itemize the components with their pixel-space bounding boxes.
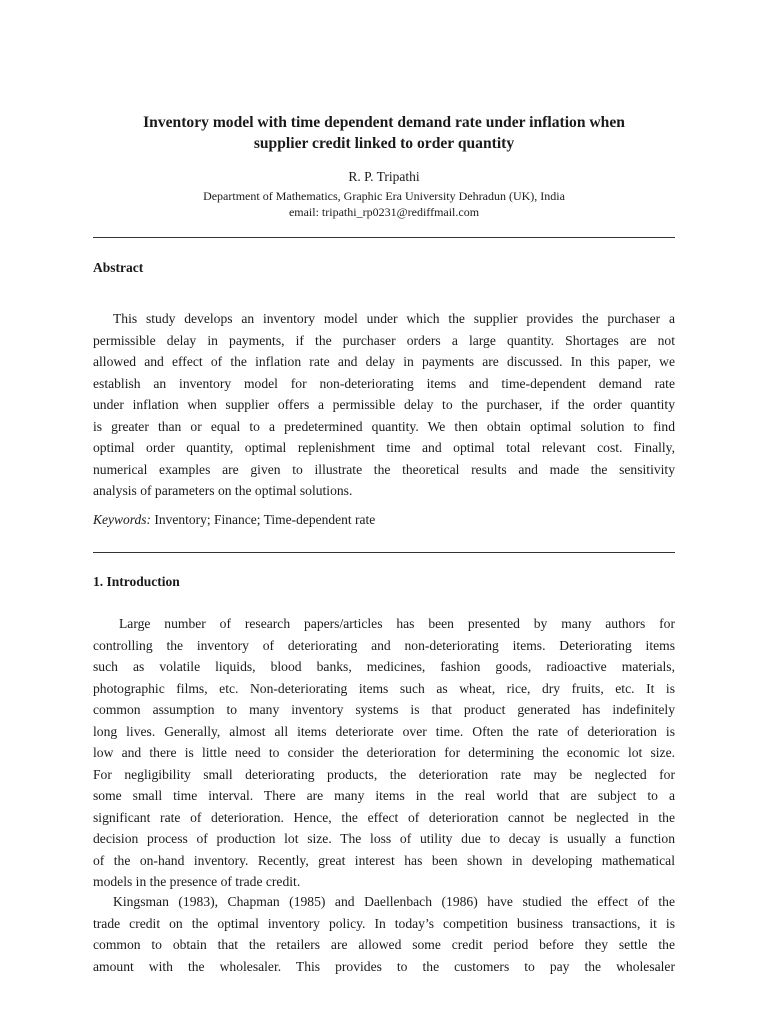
intro-line: common to obtain that the retailers are allowed some credit period before they settle the bbox=[93, 937, 675, 952]
abstract-body bbox=[93, 308, 675, 502]
abstract-line: optimal order quantity, optimal replenishment time and optimal total relevant cost. Finally, bbox=[93, 440, 675, 455]
divider-bottom bbox=[93, 552, 675, 553]
abstract-line: under inflation when supplier offers a permissible delay to the purchaser, if the order quantity bbox=[93, 397, 675, 412]
intro-paragraph-1 bbox=[93, 613, 675, 893]
intro-line: models in the presence of trade credit. bbox=[93, 874, 301, 889]
abstract-line: numerical examples are given to illustrate the theoretical results and made the sensitivity bbox=[93, 461, 675, 477]
intro-line: decision process of production lot size. The loss of utility due to decay is usually a function bbox=[93, 831, 675, 846]
author-affiliation: Department of Mathematics, Graphic Era University Dehradun (UK), India bbox=[203, 189, 565, 203]
keywords-value: Inventory; Finance; Time-dependent rate bbox=[154, 512, 376, 527]
abstract-heading: Abstract bbox=[93, 260, 144, 275]
abstract-line: analysis of parameters on the optimal solutions. bbox=[93, 483, 353, 498]
intro-line: of the on-hand inventory. Recently, great interest has been shown in developing mathematical bbox=[93, 852, 675, 868]
intro-line: common assumption to many inventory systems is that product generated has indefinitely bbox=[93, 702, 675, 717]
intro-line: controlling the inventory of deteriorating and non-deteriorating items. Deteriorating items bbox=[93, 637, 675, 653]
abstract-line: establish an inventory model for non-deteriorating items and time-dependent demand rate bbox=[93, 375, 675, 391]
intro-line: such as volatile liquids, blood banks, medicines, fashion goods, radioactive materials, bbox=[93, 659, 675, 674]
intro-line: photographic films, etc. Non-deteriorating items such as wheat, rice, dry fruits, etc. It is bbox=[93, 680, 675, 696]
intro-line: significant rate of deterioration. Hence, the effect of deterioration cannot be neglected in the bbox=[93, 809, 675, 825]
intro-line: trade credit on the optimal inventory policy. In today’s competition business transactions, it is bbox=[93, 915, 675, 931]
author-name: R. P. Tripathi bbox=[348, 169, 420, 184]
abstract-line: is greater than or equal to a predetermined quantity. We then obtain optimal solution to find bbox=[93, 418, 675, 434]
title-line: Inventory model with time dependent demand rate under inflation when bbox=[143, 114, 625, 131]
divider-top bbox=[93, 237, 675, 238]
intro-line: amount with the wholesaler. This provides to the customers to pay the wholesaler bbox=[93, 958, 675, 974]
paper-title bbox=[93, 112, 675, 154]
keywords-label: Keywords: bbox=[93, 512, 151, 527]
abstract-line: permissible delay in payments, if the purchaser orders a large quantity. Shortages are not bbox=[93, 332, 675, 348]
keywords bbox=[93, 510, 375, 530]
intro-line: long lives. Generally, almost all items deteriorate over time. Often the rate of deterioration is bbox=[93, 723, 675, 739]
abstract-line: This study develops an inventory model under which the supplier provides the purchaser a bbox=[113, 311, 675, 326]
introduction-heading: 1. Introduction bbox=[93, 574, 180, 589]
abstract-line: allowed and effect of the inflation rate and delay in payments are discussed. In this paper, we bbox=[93, 354, 675, 369]
title-line: supplier credit linked to order quantity bbox=[253, 135, 515, 152]
intro-paragraph-2 bbox=[93, 891, 675, 977]
intro-line: Kingsman (1983), Chapman (1985) and Daellenbach (1986) have studied the effect of the bbox=[113, 894, 675, 909]
intro-line: For negligibility small deteriorating products, the deterioration rate may be neglected for bbox=[93, 766, 675, 782]
intro-line: some small time interval. There are many items in the real world that are subject to a bbox=[93, 788, 675, 803]
intro-line: Large number of research papers/articles has been presented by many authors for bbox=[119, 616, 675, 631]
author-email: email: tripathi_rp0231@rediffmail.com bbox=[288, 205, 480, 219]
intro-line: low and there is little need to consider the deterioration for determining the economic lot size. bbox=[93, 745, 675, 760]
